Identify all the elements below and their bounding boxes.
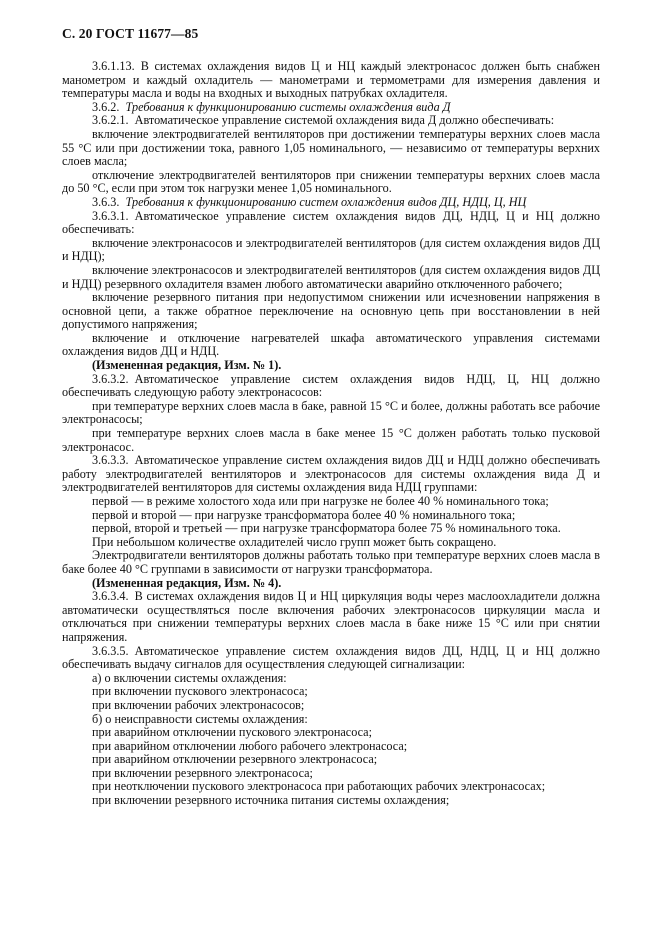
amendment-note — [62, 577, 600, 591]
paragraph-text: при включении резервного электронасоса; — [92, 765, 313, 780]
paragraph — [62, 210, 600, 237]
clause-number: 3.6.3.1. — [92, 208, 129, 223]
paragraph-text: первой — в режиме холостого хода или при нагрузке не более 40 % номинального тока; — [92, 494, 549, 508]
clause-number: 3.6.3.4. — [92, 589, 129, 604]
paragraph-text: Автоматическое управление системой охлаждения вида Д должно обеспечивать: — [134, 113, 555, 128]
paragraph — [62, 767, 600, 781]
paragraph — [62, 549, 600, 576]
paragraph-text: а) о включении системы охлаждения: — [92, 670, 287, 685]
paragraph — [62, 237, 600, 264]
paragraph-text: В системах охлаждения видов Ц и НЦ каждый электронасос должен быть снабжен манометром и каждый охладитель — манометрами и термометрами для измерения давления и температуры масла и воды на входных и выходных патрубках охладителя. — [62, 59, 600, 101]
paragraph-text: При небольшом количестве охладителей число групп может быть сокращено. — [92, 534, 497, 549]
paragraph — [62, 713, 600, 727]
paragraph-text: первой, второй и третьей — при нагрузке трансформатора более 75 % номинального тока. — [92, 521, 561, 536]
paragraph-text: при аварийном отключении любого рабочего электронасоса; — [92, 738, 408, 753]
paragraph — [62, 291, 600, 332]
paragraph-text: Электродвигатели вентиляторов должны работать только при температуре верхних слоев масла в баке более 40 °С группами в зависимости от нагрузки трансформатора. — [62, 548, 600, 576]
paragraph — [62, 753, 600, 767]
paragraph-text: при аварийном отключении пускового электронасоса; — [92, 725, 372, 740]
paragraph-text: Автоматическое управление систем охлаждения видов ДЦ и НДЦ должно обеспечивать работу электродвигателей вентиляторов и электронасосов для системы охлаждения вида Д и электродвигателей вентиляторов для системы охлаждения вида НДЦ группами: — [62, 453, 600, 495]
clause-number: 3.6.3.3. — [92, 453, 129, 468]
paragraph-text: включение электронасосов и электродвигателей вентиляторов (для систем охлаждения видов ДЦ и НДЦ); — [62, 235, 600, 264]
paragraph-text: включение электронасосов и электродвигателей вентиляторов (для систем охлаждения видов ДЦ и НДЦ) резервного охладителя взамен любого автоматически аварийно отключенного рабочего; — [62, 262, 600, 291]
paragraph — [62, 794, 600, 808]
paragraph — [62, 522, 600, 536]
paragraph — [62, 672, 600, 686]
paragraph-text: б) о неисправности системы охлаждения: — [92, 711, 308, 726]
paragraph-text: при температуре верхних слоев масла в баке, равной 15 °С и более, должны работать все рабочие электронасосы; — [62, 398, 600, 427]
paragraph — [62, 332, 600, 359]
paragraph — [62, 169, 600, 196]
paragraph-text: Автоматическое управление систем охлаждения видов ДЦ, НДЦ, Ц и НЦ должно обеспечивать выдачу сигналов для осуществления следующей сигнализации: — [62, 643, 600, 672]
paragraph-text: включение резервного питания при недопустимом снижении или исчезновении напряжения в основной цепи, а также обратное переключение на основную цепь при восстановлении в ней допустимого напряжения; — [62, 290, 600, 332]
paragraph-text: при аварийном отключении резервного электронасоса; — [92, 752, 378, 767]
paragraph — [62, 427, 600, 454]
clause-number: 3.6.2. — [92, 99, 120, 114]
paragraph-text: при включении пускового электронасоса; — [92, 684, 308, 699]
paragraph — [62, 128, 600, 169]
clause-number: 3.6.3. — [92, 194, 120, 209]
page-header: С. 20 ГОСТ 11677—85 — [62, 26, 199, 41]
clause-number: 3.6.3.2. — [92, 371, 129, 386]
paragraph-text: при температуре верхних слоев масла в баке менее 15 °С должен работать только пусковой электронасос. — [62, 426, 600, 454]
section-heading-text: Требования к функционированию системы охлаждения вида Д — [125, 99, 451, 114]
paragraph — [62, 400, 600, 427]
paragraph — [62, 699, 600, 713]
clause-number: 3.6.2.1. — [92, 113, 129, 128]
paragraph-text: включение и отключение нагревателей шкафа автоматического управления системами охлаждения видов ДЦ и НДЦ. — [62, 330, 600, 359]
paragraph — [62, 373, 600, 400]
paragraph — [62, 114, 600, 128]
paragraph — [62, 780, 600, 794]
paragraph — [62, 726, 600, 740]
paragraph — [62, 264, 600, 291]
paragraph-text: при включении рабочих электронасосов; — [92, 697, 305, 712]
paragraph — [62, 590, 600, 644]
paragraph-text: первой и второй — при нагрузке трансформатора более 40 % номинального тока; — [92, 507, 516, 522]
paragraph — [62, 536, 600, 550]
amendment-text: (Измененная редакция, Изм. № 1). — [92, 358, 282, 373]
clause-number: 3.6.3.5. — [92, 643, 129, 658]
document-body — [62, 60, 600, 808]
paragraph-text: В системах охлаждения видов Ц и НЦ циркуляция воды через маслоохладители должна автоматически осуществляться после включения рабочих электронасосов циркуляции масла и отключаться при снижении температуры верхних слоев масла в баке ниже 15 °С или при снятии напряжения. — [62, 589, 600, 644]
paragraph — [62, 509, 600, 523]
paragraph — [62, 685, 600, 699]
paragraph — [62, 645, 600, 672]
clause-number: 3.6.1.13. — [92, 59, 135, 73]
paragraph-text: отключение электродвигателей вентиляторов при снижении температуры верхних слоев масла до 50 °С, если при этом ток нагрузки менее 1,05 номинального. — [62, 167, 600, 196]
paragraph-text: Автоматическое управление систем охлаждения видов НДЦ, Ц, НЦ должно обеспечивать следующую работу электронасосов: — [62, 371, 600, 400]
paragraph — [62, 454, 600, 495]
paragraph — [62, 60, 600, 101]
paragraph-text: при неотключении пускового электронасоса при работающих рабочих электронасосах; — [92, 779, 546, 794]
paragraph-text: при включении резервного источника питания системы охлаждения; — [92, 793, 450, 808]
section-heading-text: Требования к функционированию систем охлаждения видов ДЦ, НДЦ, Ц, НЦ — [125, 194, 527, 209]
section-heading — [62, 101, 600, 115]
amendment-note — [62, 359, 600, 373]
paragraph — [62, 740, 600, 754]
paragraph — [62, 495, 600, 509]
section-heading — [62, 196, 600, 210]
amendment-text: (Измененная редакция, Изм. № 4). — [92, 575, 282, 590]
paragraph-text: включение электродвигателей вентиляторов при достижении температуры верхних слоев масла 55 °С или при достижении тока, равного 1,05 номинального, — независимо от температуры верхних слоев масла; — [62, 126, 600, 169]
paragraph-text: Автоматическое управление систем охлаждения видов ДЦ, НДЦ, Ц и НЦ должно обеспечивать: — [62, 208, 600, 237]
